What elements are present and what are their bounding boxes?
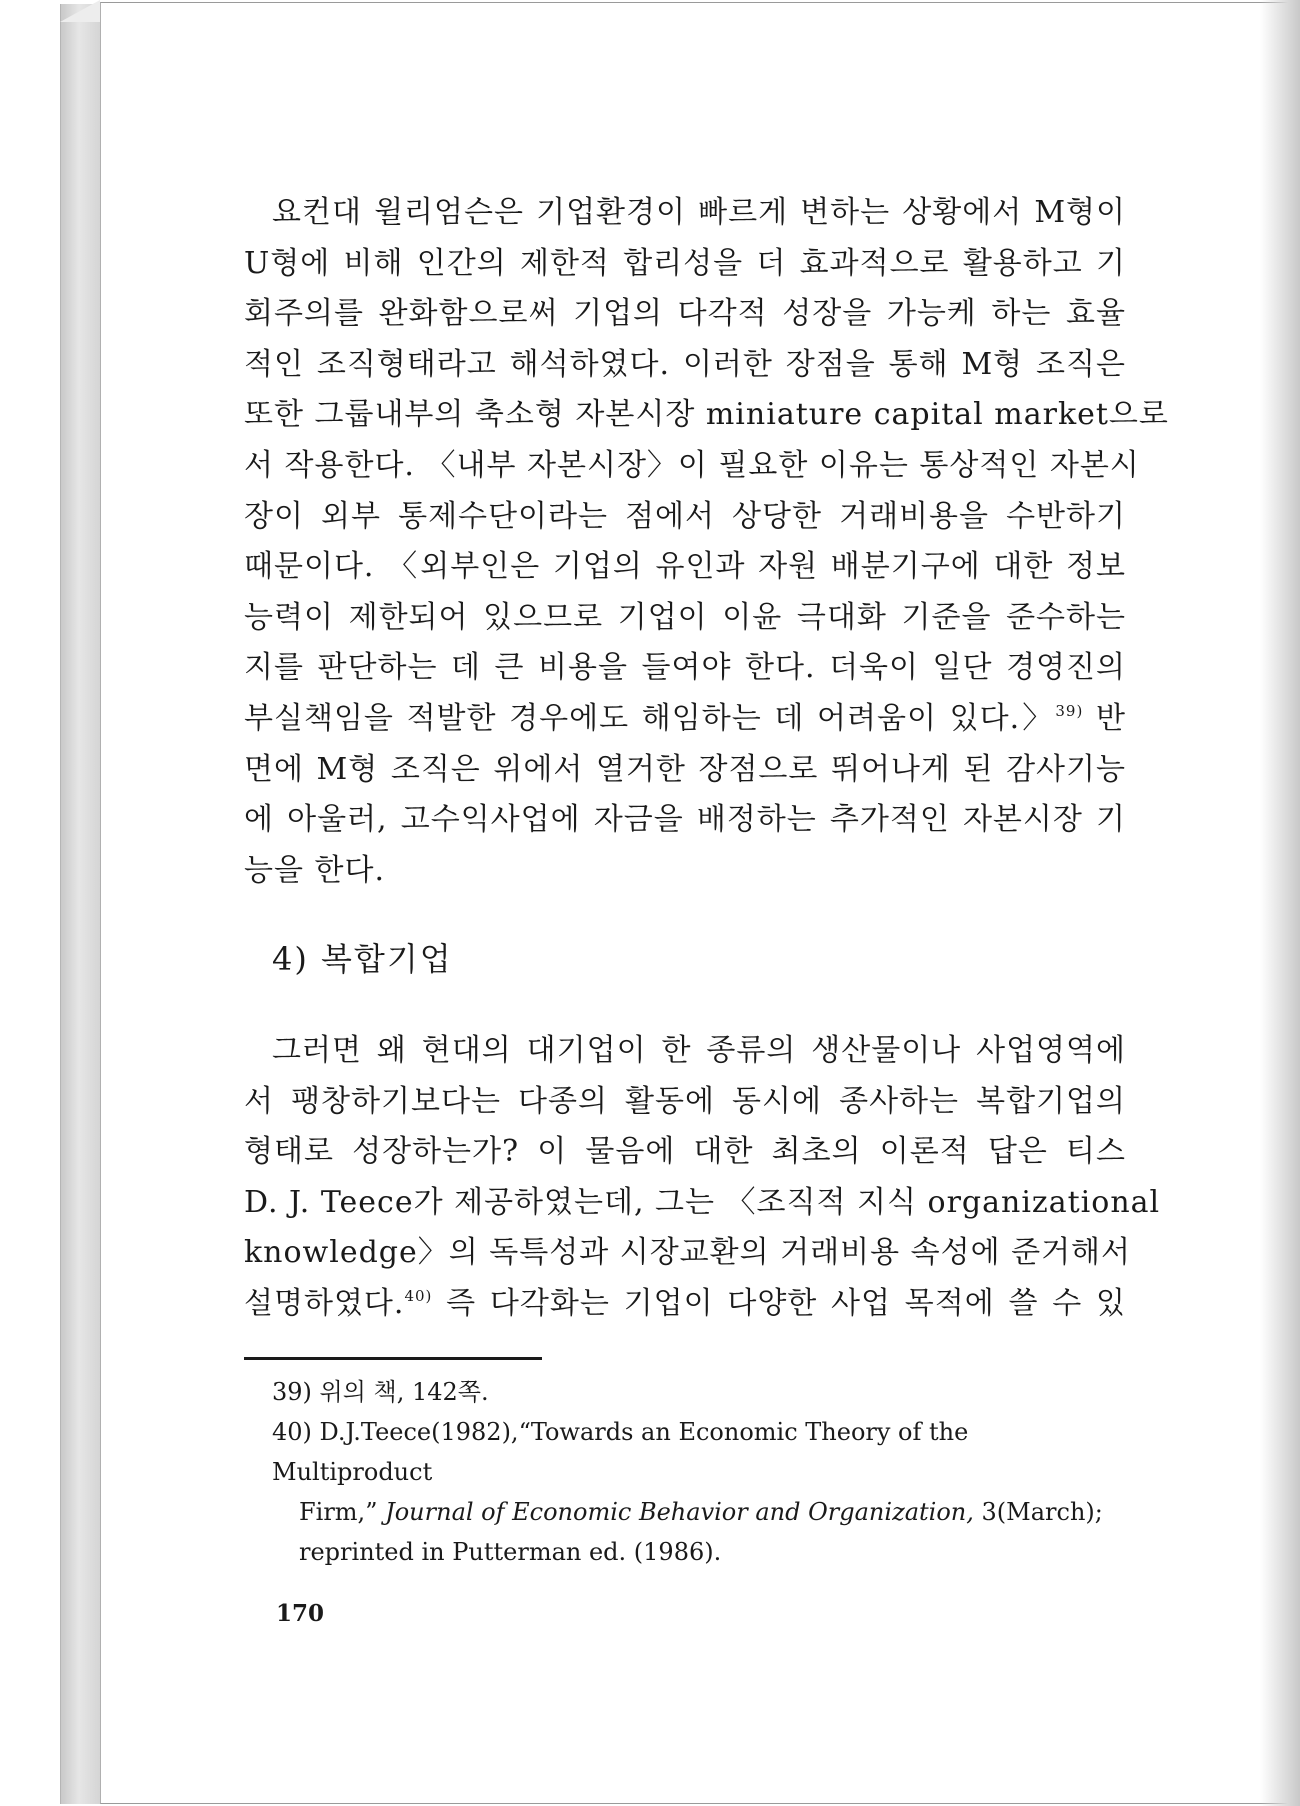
text-line: 능력이 제한되어 있으므로 기업이 이윤 극대화 기준을 준수하는: [244, 599, 1126, 635]
text-segment: 즉 다각화는 기업이 다양한 사업 목적에 쓸 수 있: [446, 1285, 1126, 1321]
book-spine-edge: [60, 4, 101, 1804]
section-heading: 4) 복합기업: [272, 940, 453, 978]
text-line: D. J. Teece가 제공하였는데, 그는 〈조직적 지식 organizational: [244, 1184, 1161, 1220]
text-line: 에 아울러, 고수익사업에 자금을 배정하는 추가적인 자본시장 기: [244, 802, 1126, 838]
footnote-marker-39: 39): [1055, 701, 1084, 720]
footnotes: [272, 1372, 1132, 1572]
text-line: 면에 M형 조직은 위에서 열거한 장점으로 뛰어나게 된 감사기능: [244, 751, 1126, 787]
footnote-40-line-2: [272, 1492, 1132, 1532]
text-line-with-footnote: [244, 1279, 1126, 1330]
footnote-divider: [244, 1357, 542, 1360]
page-curl-shadow: [1260, 0, 1300, 1806]
page-number: 170: [276, 1600, 325, 1627]
text-line: 능을 한다.: [244, 852, 385, 888]
text-line: 적인 조직형태라고 해석하였다. 이러한 장점을 통해 M형 조직은: [244, 346, 1126, 382]
footnote-40-firm: Firm,”: [299, 1498, 378, 1526]
text-line: knowledge〉의 독특성과 시장교환의 거래비용 속성에 준거해서: [244, 1235, 1132, 1271]
body-paragraph-2: [244, 1026, 1161, 1330]
footnote-marker-40: 40): [404, 1286, 433, 1305]
body-paragraph-1: [244, 188, 1169, 896]
footnote-40-line-3: reprinted in Putterman ed. (1986).: [299, 1538, 722, 1566]
text-line: 서 작용한다. 〈내부 자본시장〉이 필요한 이유는 통상적인 자본시: [244, 447, 1140, 483]
text-line: 또한 그룹내부의 축소형 자본시장 miniature capital market으로: [244, 397, 1169, 433]
footnote-40-volume: 3(March);: [981, 1498, 1103, 1526]
text-segment: 반: [1096, 700, 1126, 736]
text-segment: 부실책임을 적발한 경우에도 해임하는 데 어려움이 있다.〉: [244, 700, 1056, 736]
text-line: 때문이다. 〈외부인은 기업의 유인과 자원 배분기구에 대한 정보: [244, 549, 1126, 585]
footnote-40-line-1: 40) D.J.Teece(1982),“Towards an Economic Theory of the Multiproduct: [272, 1418, 969, 1486]
footnote-39: 39) 위의 책, 142쪽.: [272, 1378, 489, 1406]
text-line: 요컨대 윌리엄슨은 기업환경이 빠르게 변하는 상황에서 M형이: [272, 195, 1126, 230]
text-segment: 설명하였다.: [244, 1285, 405, 1321]
text-line-with-footnote: [244, 694, 1126, 745]
text-line: 그러면 왜 현대의 대기업이 한 종류의 생산물이나 사업영역에: [272, 1033, 1126, 1068]
text-line: 형태로 성장하는가? 이 물음에 대한 최초의 이론적 답은 티스: [244, 1134, 1126, 1170]
text-line: 지를 판단하는 데 큰 비용을 들여야 한다. 더욱이 일단 경영진의: [244, 650, 1126, 686]
text-line: 장이 외부 통제수단이라는 점에서 상당한 거래비용을 수반하기: [244, 498, 1126, 534]
text-line: U형에 비해 인간의 제한적 합리성을 더 효과적으로 활용하고 기: [244, 245, 1126, 281]
text-line: 서 팽창하기보다는 다종의 활동에 동시에 종사하는 복합기업의: [244, 1083, 1126, 1119]
journal-title: Journal of Economic Behavior and Organization,: [385, 1498, 974, 1526]
text-line: 회주의를 완화함으로써 기업의 다각적 성장을 가능케 하는 효율: [244, 296, 1126, 332]
